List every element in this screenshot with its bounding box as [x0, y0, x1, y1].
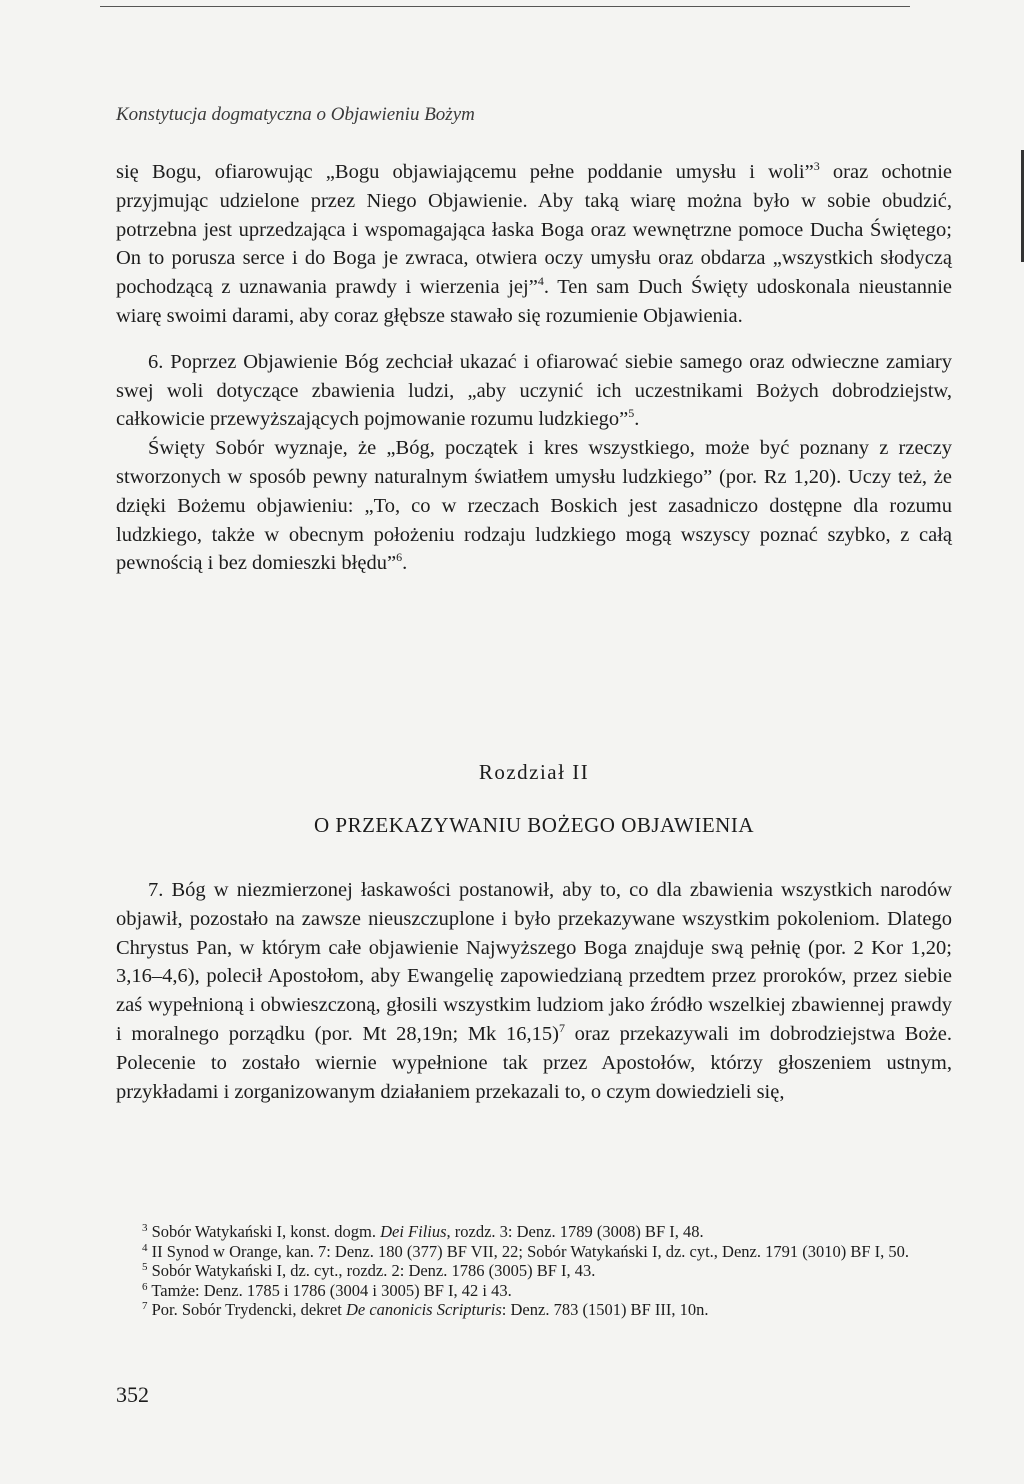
footnote-ref: 6	[396, 550, 403, 565]
footnote: $^4$ II Synod w Orange, kan. 7: Denz. 180 (377) BF VII, 22; Sobór Watykański I, dz. cyt., Denz. 1791 (3010) BF I, 50.	[142, 1241, 910, 1261]
body-text-top	[116, 158, 952, 578]
paragraph-continued: się Bogu, ofiarowując „Bogu objawiającemu pełne poddanie umysłu i woli”$^3$ oraz ochotnie przyjmując udzielone przez Niego Objawienie. Aby taką wiarę można było w sobie obudzić, potrzebna jest uprzedzająca i wspomagająca łaska Boga oraz wewnętrzne pomoce Ducha Świętego; On to porusza serce i do Boga je zwraca, otwiera oczy umysłu oraz obdarza „wszystkich słodyczą pochodzącą z uznawania prawdy i wierzenia jej”$^4$. Ten sam Duch Święty udoskonala nieustannie wiarę swoimi darami, aby coraz głębsze stawało się rozumienie Objawienia.	[116, 159, 952, 327]
chapter-label: Rozdział II	[478, 760, 590, 784]
footnote-number: 7	[142, 1300, 148, 1312]
footnote-ref: 5	[628, 406, 635, 421]
chapter-title: O PRZEKAZYWANIU BOŻEGO OBJAWIENIA	[313, 813, 755, 837]
footnote-ref: 7	[558, 1020, 565, 1035]
footnote-number: 4	[142, 1241, 148, 1254]
footnote: $^5$ Sobór Watykański I, dz. cyt., rozdz. 2: Denz. 1786 (3005) BF I, 43.	[142, 1261, 596, 1280]
paragraph-6b: Święty Sobór wyznaje, że „Bóg, początek i kres wszystkiego, może być poznany z rzeczy stworzonych w sposób pewny naturalnym światłem umysłu ludzkiego” (por. Rz 1,20). Uczy też, że dzięki Bożemu objawieniu: „To, co w rzeczach Boskich jest zasadniczo dostępne dla rozumu ludzkiego, także w obecnym położeniu rodzaju ludzkiego mogą wszyscy poznać szybko, z całą pewnością i bez domieszki błędu”$^6$.	[116, 437, 952, 575]
footnote-ref: 4	[537, 274, 544, 289]
top-rule	[100, 6, 910, 7]
footnote: $^7$ Por. Sobór Trydencki, dekret De canonicis Scripturis: Denz. 783 (1501) BF III, 10n.	[142, 1300, 709, 1319]
paragraph-7: 7. Bóg w niezmierzonej łaskawości postanowił, aby to, co dla zbawienia wszystkich narodów objawił, pozostało na zawsze nieuszczuplone i było przekazywane wszystkim pokoleniom. Dlatego Chrystus Pan, w którym całe objawienie Najwyższego Boga znajduje swą pełnię (por. 2 Kor 1,20; 3,16–4,6), polecił Apostołom, aby Ewangelię zapowiedzianą przedtem przez proroków, przez siebie zaś wypełnioną i obwieszczoną, głosili wszystkim ludziom jako źródło wszelkiej zbawiennej prawdy i moralnego porządku (por. Mt 28,19n; Mk 16,15)$^7$ oraz przekazywali im dobrodziejstwa Boże. Polecenie to zostało wiernie wypełnione tak przez Apostołów, którzy głoszeniem ustnym, przykładami i zorganizowanym działaniem przekazali to, o czym dowiedzieli się,	[116, 879, 952, 1103]
footnote-ref: 3	[813, 159, 820, 173]
footnote: $^6$ Tamże: Denz. 1785 i 1786 (3004 i 3005) BF I, 42 i 43.	[142, 1280, 512, 1300]
footnote-number: 5	[142, 1261, 148, 1273]
running-head: Konstytucja dogmatyczna o Objawieniu Bożym	[116, 104, 475, 125]
page-number: 352	[116, 1382, 149, 1407]
footnote-number: 3	[142, 1222, 148, 1234]
body-text-bottom	[116, 876, 952, 1106]
italic-title: De canonicis Scripturis	[345, 1300, 502, 1319]
footnotes	[116, 1222, 952, 1320]
footnote-number: 6	[142, 1280, 148, 1293]
paragraph-6: 6. Poprzez Objawienie Bóg zechciał ukazać i ofiarować siebie samego oraz odwieczne zamiary swej woli dotyczące zbawienia ludzi, „aby uczynić ich uczestnikami Bożych dobrodziejstw, całkowicie przewyższających pojmowanie rozumu ludzkiego”$^5$.	[116, 350, 952, 431]
italic-title: Dei Filius	[380, 1222, 447, 1241]
footnote: $^3$ Sobór Watykański I, konst. dogm. Dei Filius, rozdz. 3: Denz. 1789 (3008) BF I, 48.	[142, 1222, 704, 1241]
